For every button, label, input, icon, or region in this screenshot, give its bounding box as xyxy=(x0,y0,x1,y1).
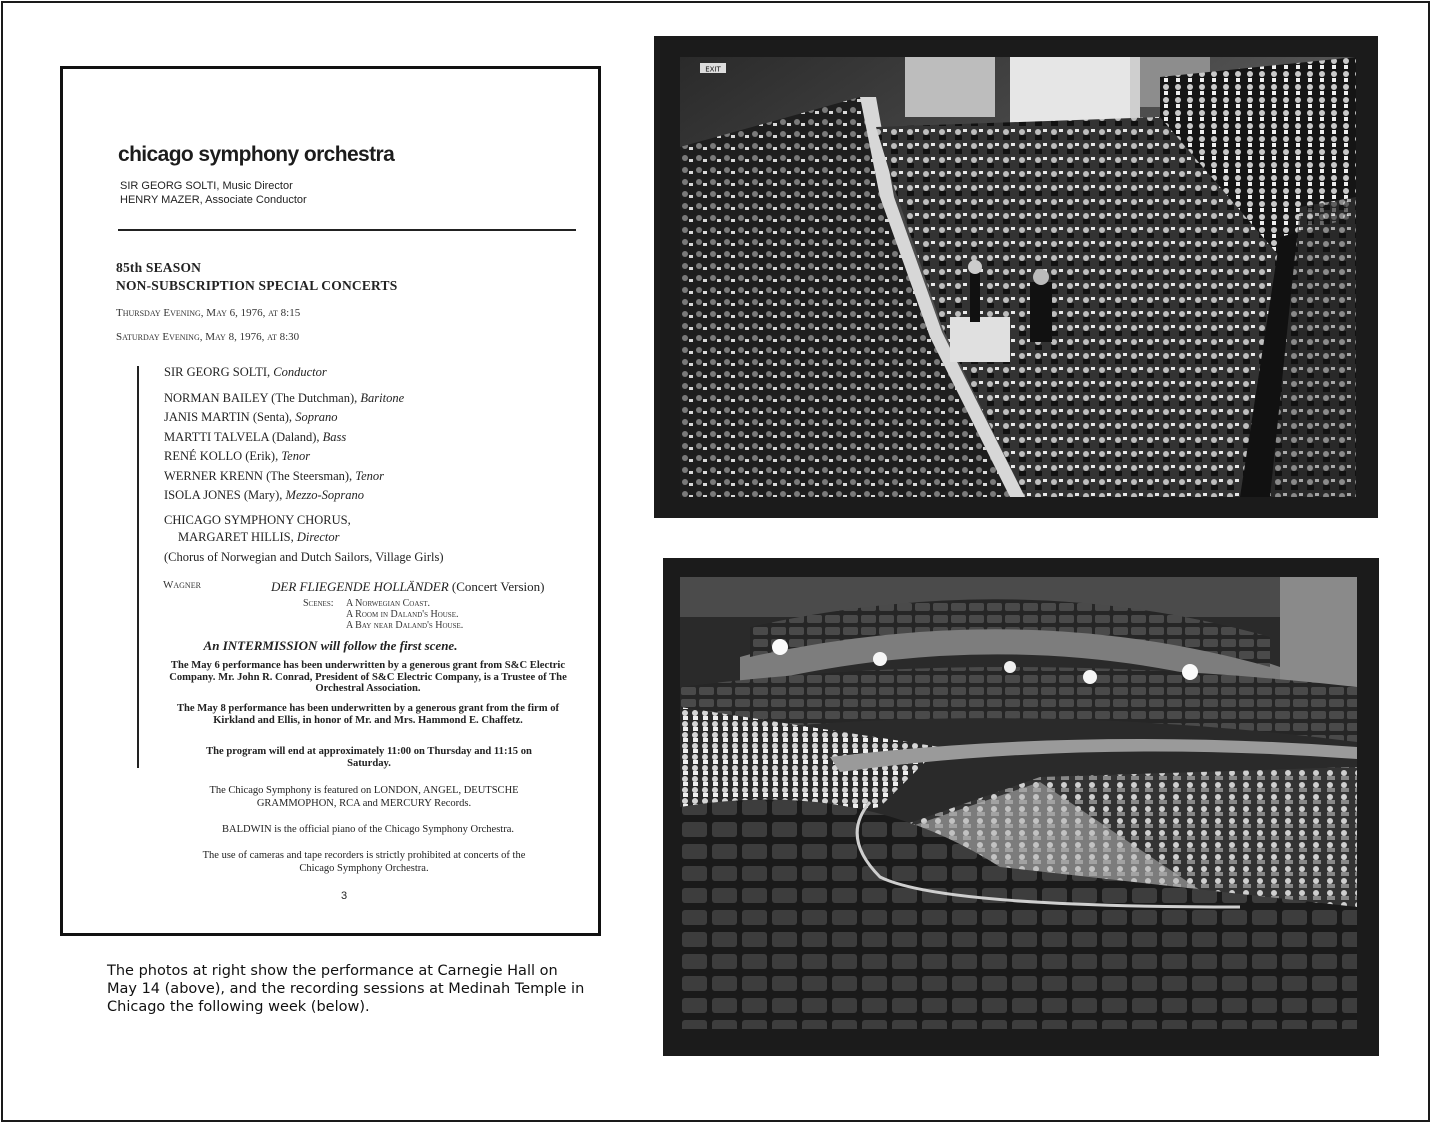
carnegie-hall-photo-frame xyxy=(654,36,1378,518)
exit-sign-text: EXIT xyxy=(705,65,721,74)
music-director: SIR GEORG SOLTI, Music Director xyxy=(120,180,293,192)
date-saturday: Saturday Evening, May 8, 1976, at 8:30 xyxy=(116,331,300,343)
performer-line: NORMAN BAILEY (The Dutchman), Baritone xyxy=(164,391,405,405)
chorus-name: CHICAGO SYMPHONY CHORUS, xyxy=(164,513,351,527)
performer-line: JANIS MARTIN (Senta), Soprano xyxy=(164,410,338,424)
carnegie-hall-photo xyxy=(680,57,1356,497)
underwriting-may6: The May 6 performance has been underwritten by a generous grant from S&C Electric Company. Mr. John R. Conrad, President of S&C Electric Company, is a Trustee of The Orchestral Association. xyxy=(169,660,567,694)
season-label: 85th SEASON xyxy=(116,260,202,275)
chorus-director: MARGARET HILLIS, Director xyxy=(178,530,340,544)
page-number: 3 xyxy=(341,890,348,902)
chorus-note: (Chorus of Norwegian and Dutch Sailors, Village Girls) xyxy=(164,550,444,564)
associate-conductor: HENRY MAZER, Associate Conductor xyxy=(120,194,307,206)
date-thursday: Thursday Evening, May 6, 1976, at 8:15 xyxy=(116,307,301,319)
scenes-label: Scenes: xyxy=(303,598,334,609)
composer-name: Wagner xyxy=(163,579,201,591)
end-time-note: The program will end at approximately 11:00 on Thursday and 11:15 on Saturday. xyxy=(206,746,532,769)
header-rule xyxy=(118,229,576,231)
concert-program xyxy=(60,66,601,936)
performer-line: MARTTI TALVELA (Daland), Bass xyxy=(164,430,347,444)
scene-item: A Bay near Daland's House. xyxy=(346,620,464,631)
performer-line: ISOLA JONES (Mary), Mezzo-Soprano xyxy=(164,488,364,502)
scene-item: A Room in Daland's House. xyxy=(346,609,459,620)
performer-line: SIR GEORG SOLTI, Conductor xyxy=(164,365,327,379)
performer-line: RENÉ KOLLO (Erik), Tenor xyxy=(164,449,311,463)
photo-caption: The photos at right show the performance at Carnegie Hall on May 14 (above), and the recording sessions at Medinah Temple in Chicago the following week (below). xyxy=(107,963,585,1015)
medinah-temple-photo xyxy=(680,577,1357,1029)
piano-note: BALDWIN is the official piano of the Chicago Symphony Orchestra. xyxy=(222,824,514,835)
performer-line: WERNER KRENN (The Steersman), Tenor xyxy=(164,469,384,483)
camera-note: The use of cameras and tape recorders is strictly prohibited at concerts of the Chicago Symphony Orchestra. xyxy=(202,850,526,874)
underwriting-may8: The May 8 performance has been underwritten by a generous grant from the firm of Kirkland and Ellis, in honor of Mr. and Mrs. Hammond E. Chaffetz. xyxy=(176,703,560,726)
medinah-temple-photo-frame xyxy=(663,558,1379,1056)
work-title: DER FLIEGENDE HOLLÄNDER (Concert Version) xyxy=(271,579,545,594)
records-note: The Chicago Symphony is featured on LONDON, ANGEL, DEUTSCHE GRAMMOPHON, RCA and MERCURY Records. xyxy=(209,785,519,809)
cast-bracket-line xyxy=(137,366,139,768)
series-label: NON-SUBSCRIPTION SPECIAL CONCERTS xyxy=(116,278,398,293)
intermission-note: An INTERMISSION will follow the first scene. xyxy=(203,638,458,653)
orchestra-title: chicago symphony orchestra xyxy=(118,143,395,166)
scene-item: A Norwegian Coast. xyxy=(346,598,431,609)
